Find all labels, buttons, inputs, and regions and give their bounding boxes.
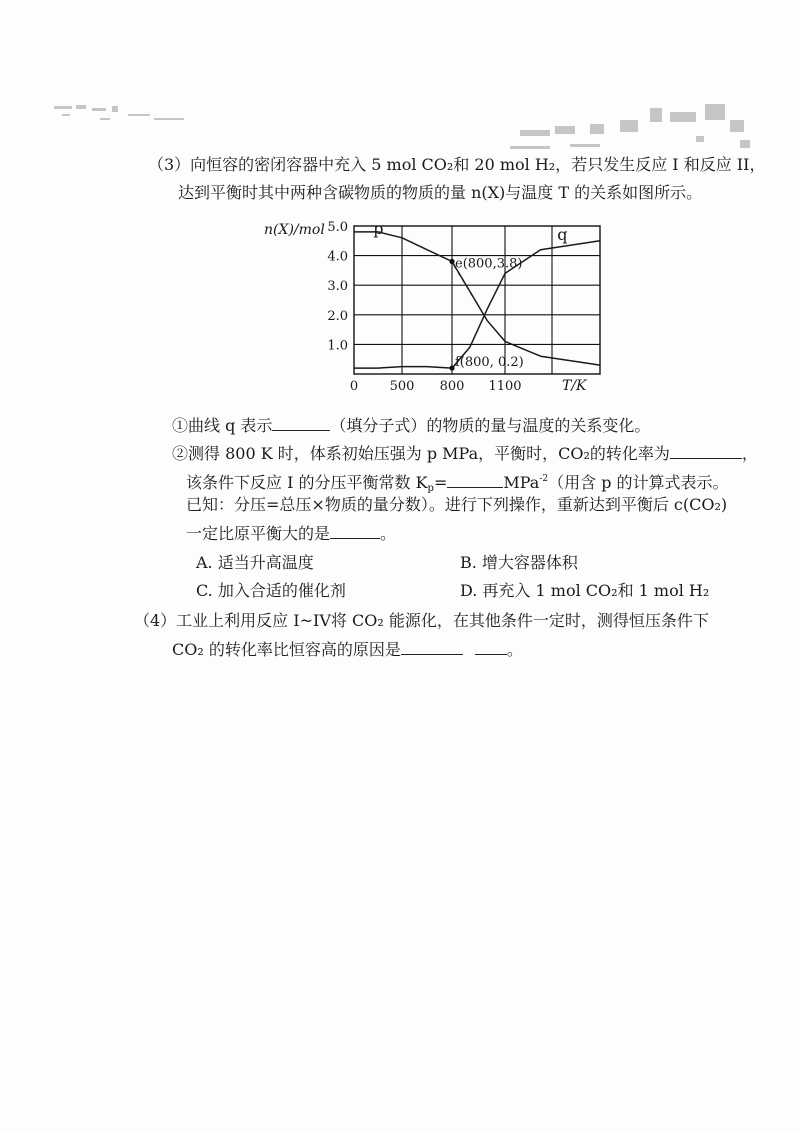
option-a[interactable]: A. 适当升高温度 [196,553,314,572]
q1-suffix: （填分子式）的物质的量与温度的关系变化。 [330,416,651,435]
q1-line [172,414,650,437]
point-label-1: f(800, 0.2) [455,355,524,371]
q2-line4-suffix: 。 [380,524,397,543]
q2-kp-blank[interactable] [447,471,503,488]
q4-reason-blank-2[interactable] [475,638,507,655]
chart-curves [354,218,600,371]
x-tick-label: 1100 [488,379,522,394]
x-tick-label: 500 [389,379,415,394]
q4-line2 [172,638,523,661]
q3-intro-line1: （3）向恒容的密闭容器中充入 5 mol CO₂和 20 mol H₂，若只发生反应 I 和反应 II， [148,155,766,174]
point-label-0: e(800,3.8) [455,256,523,272]
q2-line1 [172,442,758,465]
point-marker-1 [449,365,454,370]
q2-conversion-blank[interactable] [670,442,742,459]
series-label-p: p [373,218,384,238]
q2-kp-subscript: p [427,483,434,494]
q2-line4-prefix: 一定比原平衡大的是 [186,524,331,543]
nx-vs-temperature-chart [262,214,602,398]
y-tick-label: 3.0 [327,279,348,295]
x-tick-label: 800 [439,379,465,394]
plot-frame [354,226,600,374]
q2-line1-prefix: ②测得 800 K 时，体系初始压强为 p MPa，平衡时，CO₂的转化率为 [172,444,670,463]
y-axis-label: n(X)/mol [264,222,325,238]
point-marker-0 [449,259,454,264]
q4-reason-blank-1[interactable] [401,638,463,655]
x-axis-label: T/K [562,378,587,394]
option-b[interactable]: B. 增大容器体积 [460,553,578,572]
q1-prefix: ①曲线 q 表示 [172,416,273,435]
q2-line3: 已知：分压=总压×物质的量分数）。进行下列操作，重新达到平衡后 c(CO₂) [186,495,728,514]
q2-kp-prefix: 该条件下反应 I 的分压平衡常数 K [186,473,428,492]
y-tick-label: 2.0 [327,308,348,324]
q2-line4 [186,522,396,545]
series-label-q: q [557,224,568,244]
q2-kp-equals: = [433,473,448,492]
option-c[interactable]: C. 加入合适的催化剂 [196,581,346,600]
y-tick-label: 4.0 [327,249,348,265]
series-curve-p [354,232,600,365]
q2-kp-unit: MPa [503,473,540,492]
chart-grid [354,226,600,374]
x-tick-label: 0 [349,379,359,394]
y-tick-label: 1.0 [327,338,348,354]
q2-line2-suffix: （用含 p 的计算式表示。 [548,473,729,492]
q4-line1: （4）工业上利用反应 I~IV将 CO₂ 能源化，在其他条件一定时，测得恒压条件下 [134,611,709,630]
q4-line2-suffix: 。 [506,640,523,659]
scan-smudge-left [50,100,200,130]
option-d[interactable]: D. 再充入 1 mol CO₂和 1 mol H₂ [460,581,710,600]
y-tick-label: 5.0 [327,220,348,235]
q2-kp-unit-sup: -2 [539,474,549,484]
q4-line2-prefix: CO₂ 的转化率比恒容高的原因是 [172,640,401,659]
q2-operation-blank[interactable] [330,522,380,539]
q1-answer-blank[interactable] [272,414,330,431]
q3-intro-line2: 达到平衡时其中两种含碳物质的物质的量 n(X)与温度 T 的关系如图所示。 [178,183,703,202]
chart-points [449,257,523,371]
q2-line1-suffix: ， [741,444,758,463]
